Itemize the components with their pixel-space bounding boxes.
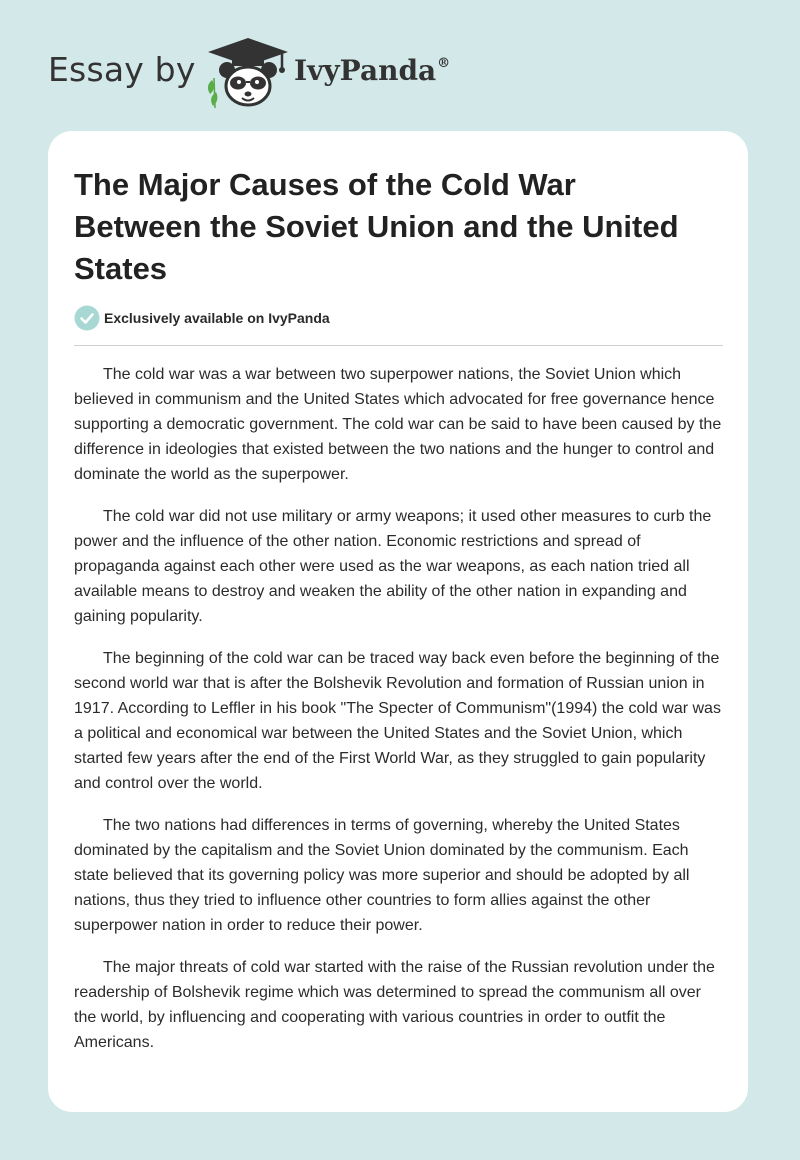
brand-name[interactable]: IvyPanda® <box>294 54 451 87</box>
essay-title: The Major Causes of the Cold War Between the Soviet Union and the United States <box>74 167 679 286</box>
check-badge-icon <box>74 305 100 331</box>
paragraph: The major threats of cold war started with the raise of the Russian revolution under the readership of Bolshevik regime which was determined to spread the communism all over the world, by influencing and cooperating with various countries in order to outfit the Americans. <box>74 959 715 1051</box>
essay-body <box>74 362 726 1072</box>
paragraph: The two nations had differences in terms of governing, whereby the United States dominated by the capitalism and the Soviet Union dominated by the communism. Each state believed that its governing policy was more superior and should be adopted by all nations, thus they tried to influence other countries to form allies against the other superpower nation in order to reduce their power. <box>74 817 690 934</box>
paragraph: The beginning of the cold war can be traced way back even before the beginning of the second world war that is after the Bolshevik Revolution and formation of Russian union in 1917. According to Leffler in his book "The Specter of Communism"(1994) the cold war was a political and economical war between the United States and the Soviet Union, which started few years after the end of the First World War, as they struggled to gain popularity and control over the world. <box>74 650 721 792</box>
site-header <box>48 32 748 112</box>
panda-logo-icon[interactable] <box>202 36 294 110</box>
paragraph: The cold war was a war between two superpower nations, the Soviet Union which believed in communism and the United States which advocated for free governance hence supporting a democratic government. The cold war can be said to have been caused by the difference in ideologies that existed between the two nations and the hunger to control and dominate the world as the superpower. <box>74 366 722 483</box>
paragraph: The cold war did not use military or army weapons; it used other measures to curb the power and the influence of the other nation. Economic restrictions and spread of propaganda against each other were used as the war weapons, as each nation tried all available means to destroy and weaken the ability of the other nation in expanding and gaining popularity. <box>74 508 712 625</box>
badge-label: Exclusively available on IvyPanda <box>104 310 330 326</box>
essay-card <box>48 131 748 1112</box>
registered-mark: ® <box>437 56 451 71</box>
exclusive-badge <box>74 305 330 331</box>
brand-prefix: Essay by <box>48 50 196 89</box>
title-divider <box>74 345 723 346</box>
